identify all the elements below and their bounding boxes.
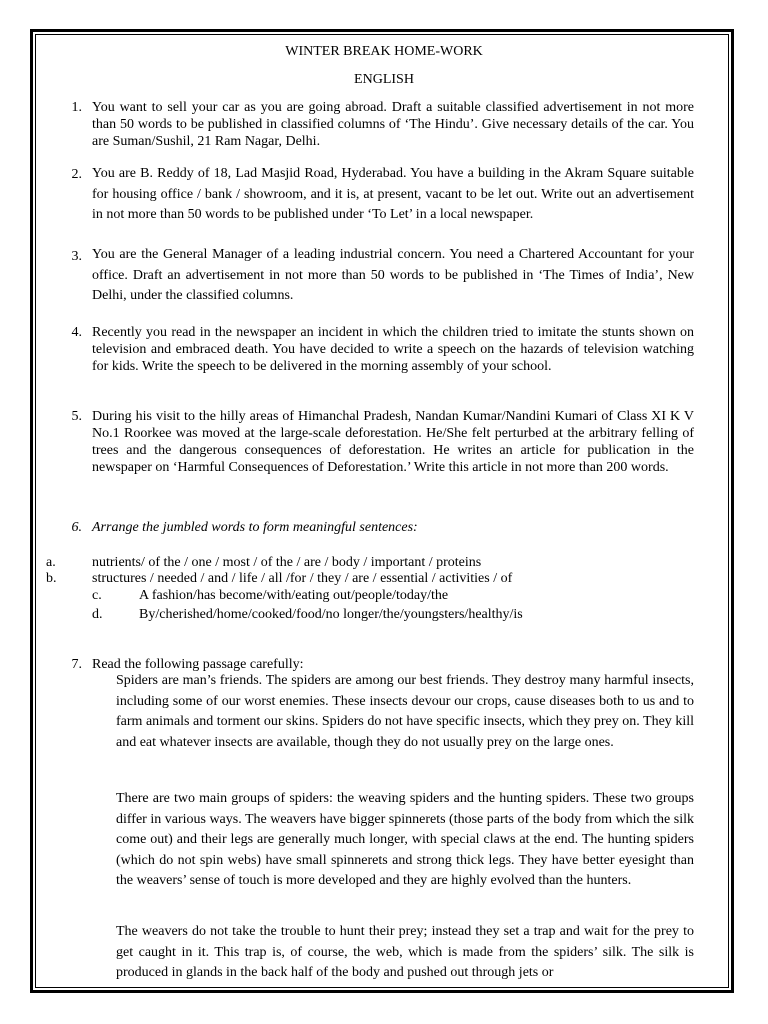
subject-heading: ENGLISH (354, 72, 414, 87)
passage-paragraph: Spiders are man’s friends. The spiders are among our best friends. They destroy many harmful insects, including some of our worst enemies. These insects devour our crops, cause diseases both to us and to farm animals and torment our skins. Spiders do not have specific insects, which they prey on. They kill and eat whatever insects are available, though they do not usually prey on the large ones. (116, 673, 694, 750)
question-text: You want to sell your car as you are going abroad. Draft a suitable classified advertisement in not more than 50 words to be published in classified columns of ‘The Hindu’. Give necessary details of the car. You are Suman/Sushil, 21 Ram Nagar, Delhi. (92, 100, 694, 149)
jumbled-label: a. (46, 555, 56, 570)
question-text: You are the General Manager of a leading industrial concern. You need a Chartered Accountant for your office. Draft an advertisement in not more than 50 words to be published in ‘The Times of India’, New Delhi, under the classified columns. (92, 247, 694, 303)
jumbled-sentence: nutrients/ of the / one / most / of the / are / body / important / proteins (92, 555, 482, 570)
jumbled-label: c. (92, 588, 102, 603)
question-number: 3. (71, 249, 82, 264)
question-text: During his visit to the hilly areas of Himanchal Pradesh, Nandan Kumar/Nandini Kumari of Class XI K V No.1 Roorkee was moved at the large-scale deforestation. He/She felt perturbed at the arbitrary felling of trees and the dangerous consequences of deforestation. He writes an article for publication in the newspaper on ‘Harmful Consequences of Deforestation.’ Write this article in not more than 200 words. (92, 409, 694, 475)
question-text: Read the following passage carefully: (92, 657, 304, 672)
question-number: 2. (71, 167, 82, 182)
question-text: Arrange the jumbled words to form meaningful sentences: (92, 520, 418, 535)
question-number: 1. (71, 100, 82, 115)
jumbled-sentence: By/cherished/home/cooked/food/no longer/the/youngsters/healthy/is (139, 607, 523, 622)
question-text: You are B. Reddy of 18, Lad Masjid Road, Hyderabad. You have a building in the Akram Square suitable for housing office / bank / showroom, and it is, at present, vacant to be let out. Write out an advertisement in not more than 50 words to be published under ‘To Let’ in a local newspaper. (92, 166, 694, 222)
question-number: 7. (71, 657, 82, 672)
passage-paragraph: The weavers do not take the trouble to hunt their prey; instead they set a trap and wait for the prey to get caught in it. This trap is, of course, the web, which is made from the spiders’ silk. The silk is produced in glands in the back half of the body and pushed out through jets or (116, 924, 694, 980)
question-number: 4. (71, 325, 82, 340)
document-title: WINTER BREAK HOME-WORK (285, 44, 483, 59)
passage-paragraph: There are two main groups of spiders: the weaving spiders and the hunting spiders. These two groups differ in various ways. The weavers have bigger spinnerets (those parts of the body from which the silk come out) and their legs are generally much longer, with special claws at the end. The hunting spiders (which do not spin webs) have small spinnerets and strong thick legs. They have better eyesight than the weavers’ sense of touch is more developed and they are highly evolved than the hunters. (116, 791, 694, 888)
jumbled-label: b. (46, 571, 57, 586)
jumbled-sentence: structures / needed / and / life / all /for / they / are / essential / activities / of (92, 571, 513, 586)
jumbled-label: d. (92, 607, 103, 622)
jumbled-sentence: A fashion/has become/with/eating out/people/today/the (139, 588, 449, 603)
question-number: 5. (71, 409, 82, 424)
question-text: Recently you read in the newspaper an incident in which the children tried to imitate the stunts shown on television and embraced death. You have decided to write a speech on the hazards of television watching for kids. Write the speech to be delivered in the morning assembly of your school. (92, 325, 694, 374)
question-number: 6. (71, 520, 82, 535)
